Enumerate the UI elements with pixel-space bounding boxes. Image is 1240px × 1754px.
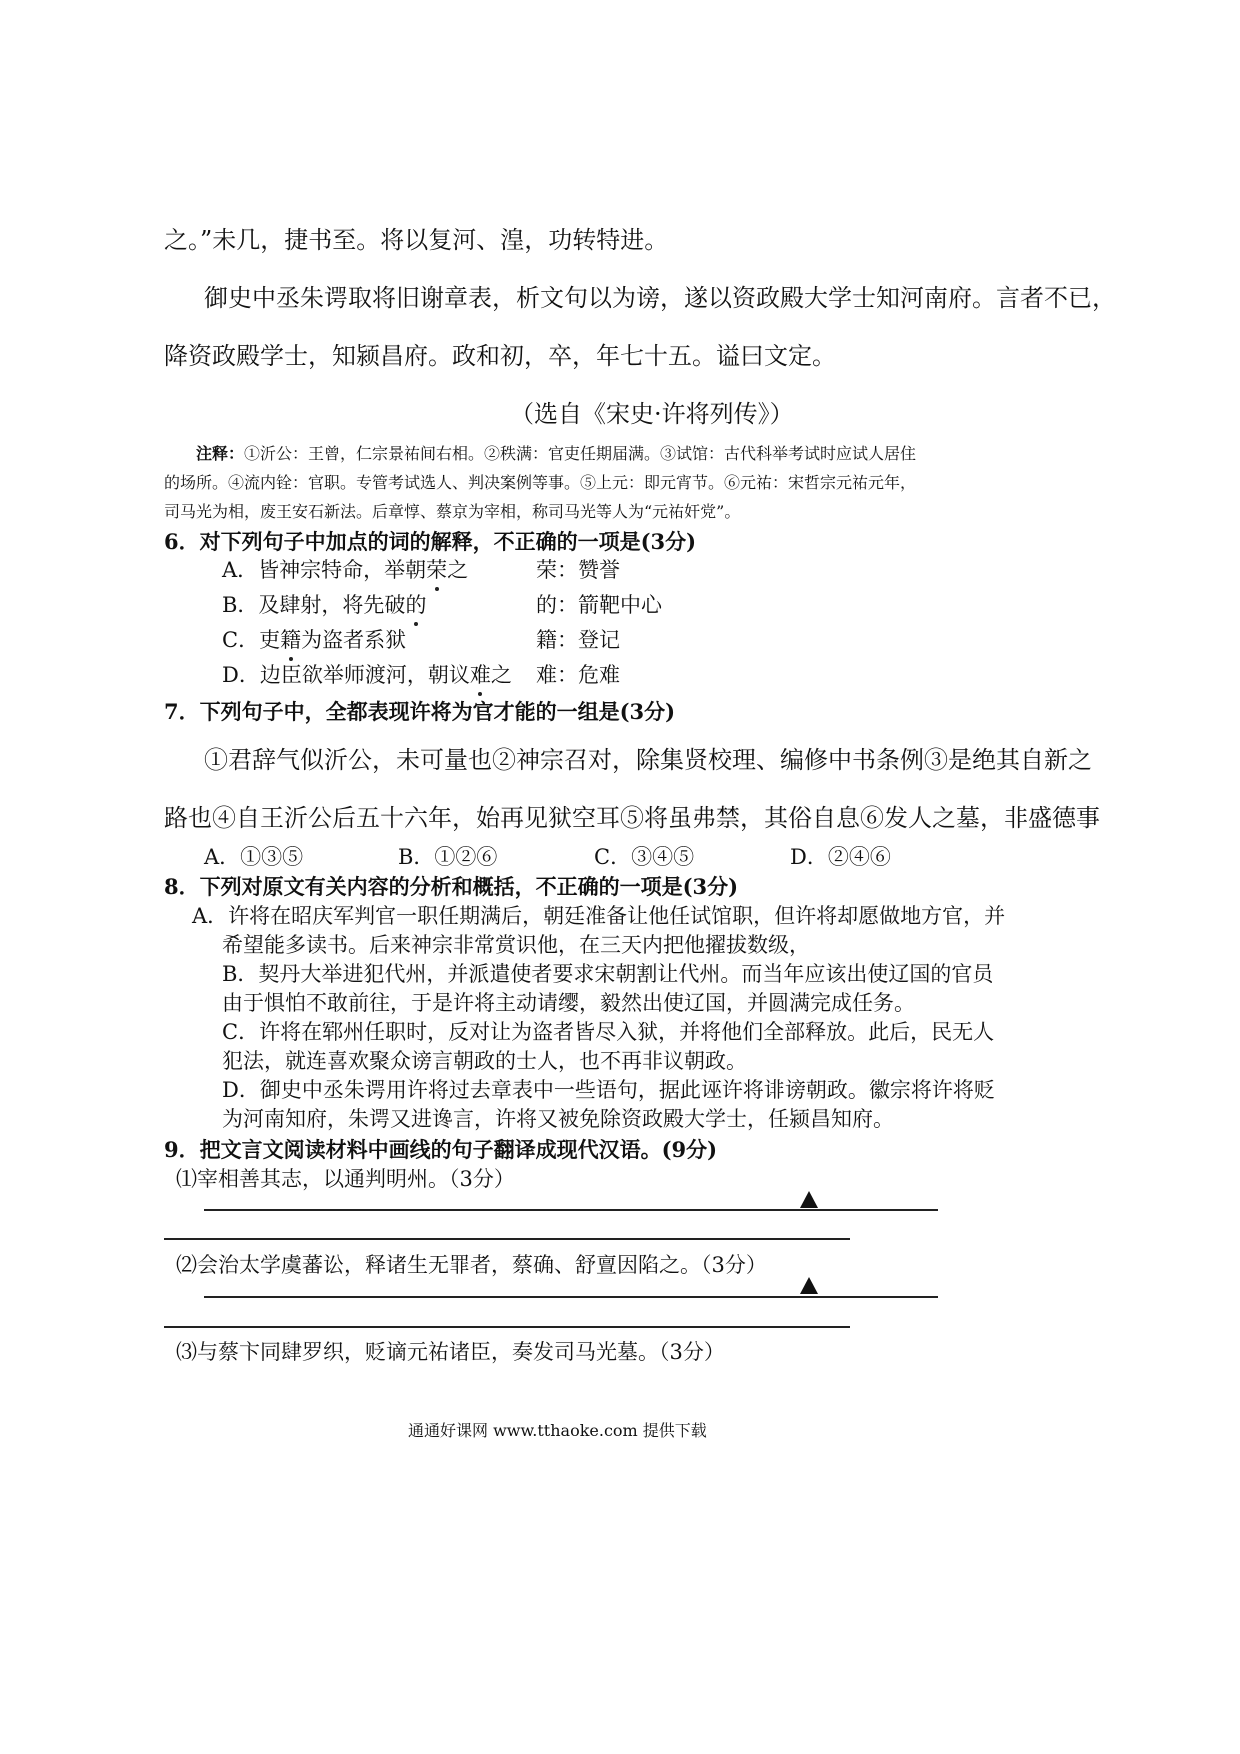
answer-marker-2 <box>800 1277 818 1294</box>
q6-c-pre: C．吏 <box>222 628 281 652</box>
q6-d-pre: D．边臣欲举师渡河，朝议 <box>222 663 470 687</box>
q6-gloss-a: 荣：赞誉 <box>536 558 620 582</box>
q8-stem: 8．下列对原文有关内容的分析和概括，不正确的一项是(3分) <box>164 874 739 899</box>
q8-option-a-line-2: 希望能多读书。后来神宗非常赏识他，在三天内把他擢拔数级， <box>222 933 810 957</box>
q9-sentence-2: ⑵会治太学虞蕃讼，释诸生无罪者，蔡确、舒亶因陷之。（3分） <box>176 1253 767 1277</box>
q8-option-a-line-1: A．许将在昭庆军判官一职任期满后，朝廷准备让他任试馆职，但许将却愿做地方官，并 <box>192 904 1006 928</box>
q6-gloss-c: 籍：登记 <box>536 628 620 652</box>
q8-option-b-line-2: 由于惧怕不敢前往，于是许将主动请缨，毅然出使辽国，并圆满完成任务。 <box>222 991 915 1015</box>
q7-stem: 7．下列句子中，全都表现许将为官才能的一组是(3分) <box>164 699 676 724</box>
q6-option-b <box>222 589 426 619</box>
q9-sentence-1: ⑴宰相善其志，以通判明州。（3分） <box>176 1167 515 1191</box>
q9-stem: 9．把文言文阅读材料中画线的句子翻译成现代汉语。(9分) <box>164 1137 718 1162</box>
q8-option-d-line-1: D．御史中丞朱谔用许将过去章表中一些语句，据此诬许将诽谤朝政。徽宗将许将贬 <box>222 1078 995 1102</box>
q7-option-a: A．①③⑤ <box>204 845 304 869</box>
q6-d-post: 之 <box>490 663 512 687</box>
q6-d-dotted-word: 难 <box>470 659 491 689</box>
notes-text-1: ①沂公：王曾，仁宗景祐间右相。②秩满：官吏任期届满。③试馆：古代科举考试时应试人居住 <box>244 444 917 463</box>
q6-option-c <box>222 624 406 654</box>
q6-a-dotted-word: 荣 <box>426 554 447 584</box>
q6-stem: 6．对下列句子中加点的词的解释，不正确的一项是(3分) <box>164 529 697 554</box>
q6-gloss-d: 难：危难 <box>536 663 620 687</box>
q6-gloss-b: 的：箭靶中心 <box>536 593 662 617</box>
passage-source: （选自《宋史·许将列传》） <box>510 400 794 428</box>
q6-b-pre: B．及肆射，将先破 <box>222 593 406 617</box>
notes-line-3: 司马光为相，废王安石新法。后章惇、蔡京为宰相，称司马光等人为“元祐奸党”。 <box>164 502 741 521</box>
q6-c-post: 为盗者系狱 <box>301 628 407 652</box>
notes-label: 注释： <box>196 444 245 463</box>
q8-option-c-line-2: 犯法，就连喜欢聚众谤言朝政的士人，也不再非议朝政。 <box>222 1049 747 1073</box>
q6-option-a <box>222 554 468 584</box>
q7-option-b: B．①②⑥ <box>398 845 498 869</box>
q6-b-dotted-word: 的 <box>405 589 426 619</box>
q6-a-pre: A．皆神宗特命，举朝 <box>222 558 427 582</box>
q7-line-1: ①君辞气似沂公，未可量也②神宗召对，除集贤校理、编修中书条例③是绝其自新之 <box>204 746 1092 774</box>
notes-line-1 <box>196 441 916 464</box>
q6-option-d <box>222 659 512 689</box>
footer-watermark: 通通好课网 www.tthaoke.com 提供下载 <box>408 1421 707 1440</box>
notes-line-2: 的场所。④流内铨：官职。专管考试选人、判决案例等事。⑤上元：即元宵节。⑥元祐：宋哲宗元祐元年， <box>164 473 917 492</box>
passage-line-2: 御史中丞朱谔取将旧谢章表，析文句以为谤，遂以资政殿大学士知河南府。言者不已， <box>204 284 1116 312</box>
q6-c-dotted-word: 籍 <box>280 624 301 654</box>
passage-line-3: 降资政殿学士，知颍昌府。政和初，卒，年七十五。谥曰文定。 <box>164 342 836 370</box>
answer-line-1b[interactable] <box>164 1238 850 1240</box>
answer-line-2b[interactable] <box>164 1326 850 1328</box>
q7-option-d: D．②④⑥ <box>790 845 891 869</box>
passage-line-1: 之。”未几，捷书至。将以复河、湟，功转特进。 <box>164 226 669 254</box>
answer-line-2a[interactable] <box>204 1296 938 1298</box>
q6-a-post: 之 <box>447 558 469 582</box>
q8-option-c-line-1: C．许将在郓州任职时，反对让为盗者皆尽入狱，并将他们全部释放。此后，民无人 <box>222 1020 995 1044</box>
q7-option-c: C．③④⑤ <box>594 845 695 869</box>
q8-option-b-line-1: B．契丹大举进犯代州，并派遣使者要求宋朝割让代州。而当年应该出使辽国的官员 <box>222 962 994 986</box>
answer-marker-1 <box>800 1191 818 1208</box>
q7-line-2: 路也④自王沂公后五十六年，始再见狱空耳⑤将虽弗禁，其俗自息⑥发人之墓，非盛德事 <box>164 804 1100 832</box>
answer-line-1a[interactable] <box>204 1209 938 1211</box>
q9-sentence-3: ⑶与蔡卞同肆罗织，贬谪元祐诸臣，奏发司马光墓。（3分） <box>176 1340 725 1364</box>
q8-option-d-line-2: 为河南知府，朱谔又进谗言，许将又被免除资政殿大学士，任颍昌知府。 <box>222 1107 894 1131</box>
